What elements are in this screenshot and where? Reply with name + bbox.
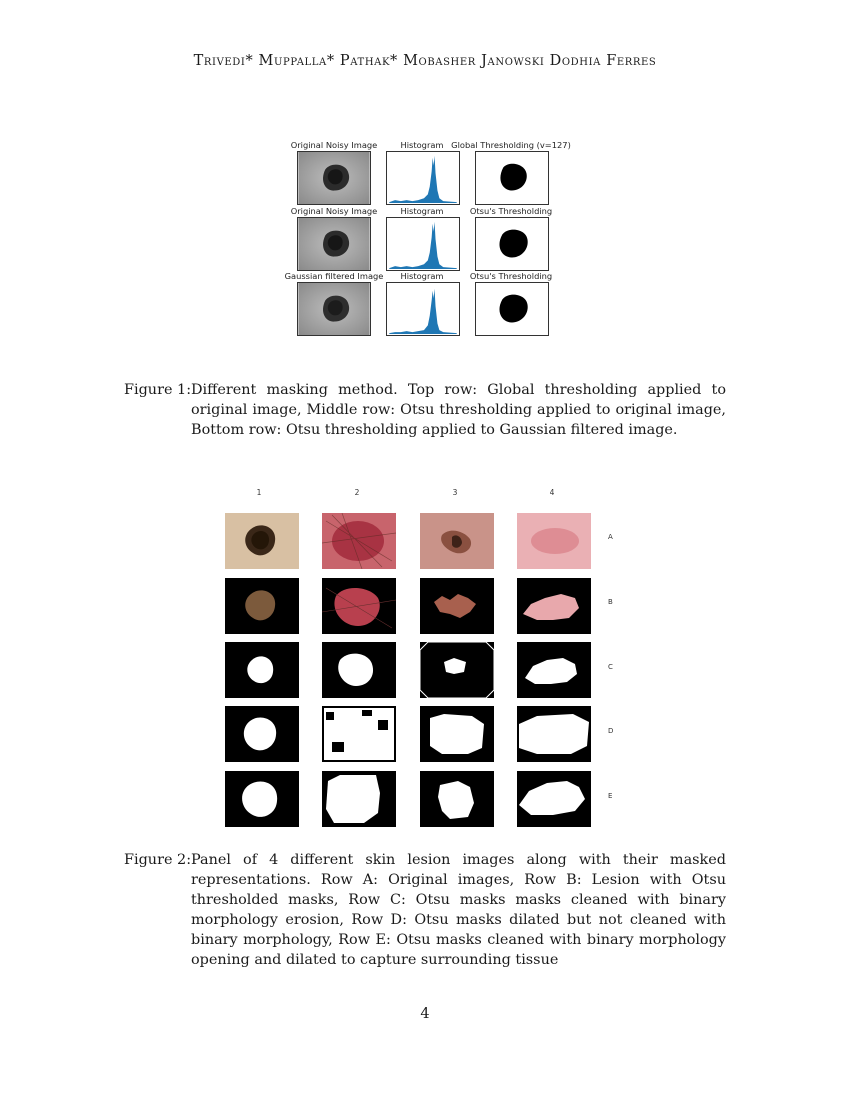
fig1-title: Original Noisy Image (290, 140, 378, 150)
column-label: 1 (256, 488, 262, 497)
opened-dilated-mask (420, 771, 494, 827)
column-label: 2 (354, 488, 360, 497)
figure-2-label: Figure 2: (124, 852, 192, 868)
row-label: B (608, 598, 613, 606)
histogram-plot (386, 217, 460, 271)
fig1-title: Gaussian filtered Image (284, 271, 384, 281)
gaussian-filtered-image (297, 282, 371, 336)
figure-1-caption-text: Different masking method. Top row: Global thresholding applied to original image, Middle row: Otsu thresholding applied to original image, Bottom row: Otsu thresholding applied to Gaussian filtered image. (191, 382, 726, 438)
figure-1 (280, 138, 580, 344)
original-lesion-image (322, 513, 396, 569)
row-label: E (608, 792, 613, 800)
otsu-threshold-mask (475, 217, 549, 271)
global-threshold-mask (475, 151, 549, 205)
dilated-mask (322, 706, 396, 762)
fig1-title: Otsu's Thresholding (469, 206, 553, 216)
dilated-mask (517, 706, 591, 762)
original-lesion-image (225, 513, 299, 569)
dilated-mask (225, 706, 299, 762)
masked-lesion-image (322, 578, 396, 634)
column-label: 3 (452, 488, 458, 497)
figure-1-label: Figure 1: (124, 382, 192, 398)
row-label: C (608, 663, 613, 671)
row-label: A (608, 533, 613, 541)
fig1-title: Otsu's Thresholding (469, 271, 553, 281)
row-label: D (608, 727, 614, 735)
histogram-plot (386, 151, 460, 205)
eroded-mask (225, 642, 299, 698)
opened-dilated-mask (517, 771, 591, 827)
otsu-threshold-mask (475, 282, 549, 336)
original-lesion-image (420, 513, 494, 569)
masked-lesion-image (420, 578, 494, 634)
histogram-plot (386, 282, 460, 336)
figure-2-caption-text: Panel of 4 different skin lesion images along with their masked representations. Row A: Original images, Row B: Lesion with Otsu thresholded masks, Row C: Otsu masks masks cleaned with binary morphology erosion, Row D: Otsu masks dilated but not cleaned with binary morphology, Row E: Otsu masks cleaned with binary morphology opening and dilated to capture surrounding tissue (191, 852, 726, 968)
eroded-mask (517, 642, 591, 698)
running-header: Trivedi* Muppalla* Pathak* Mobasher Janowski Dodhia Ferres (193, 53, 657, 69)
opened-dilated-mask (322, 771, 396, 827)
original-lesion-image (517, 513, 591, 569)
fig1-title: Global Thresholding (v=127) (451, 140, 571, 150)
page-number: 4 (420, 1006, 430, 1022)
noisy-lesion-image (297, 217, 371, 271)
opened-dilated-mask (225, 771, 299, 827)
masked-lesion-image (517, 578, 591, 634)
fig1-title: Original Noisy Image (290, 206, 378, 216)
eroded-mask (322, 642, 396, 698)
masked-lesion-image (225, 578, 299, 634)
eroded-mask (420, 642, 494, 698)
fig1-title: Histogram (400, 206, 444, 216)
dilated-mask (420, 706, 494, 762)
fig1-title: Histogram (400, 140, 444, 150)
noisy-lesion-image (297, 151, 371, 205)
column-label: 4 (549, 488, 555, 497)
fig1-title: Histogram (400, 271, 444, 281)
